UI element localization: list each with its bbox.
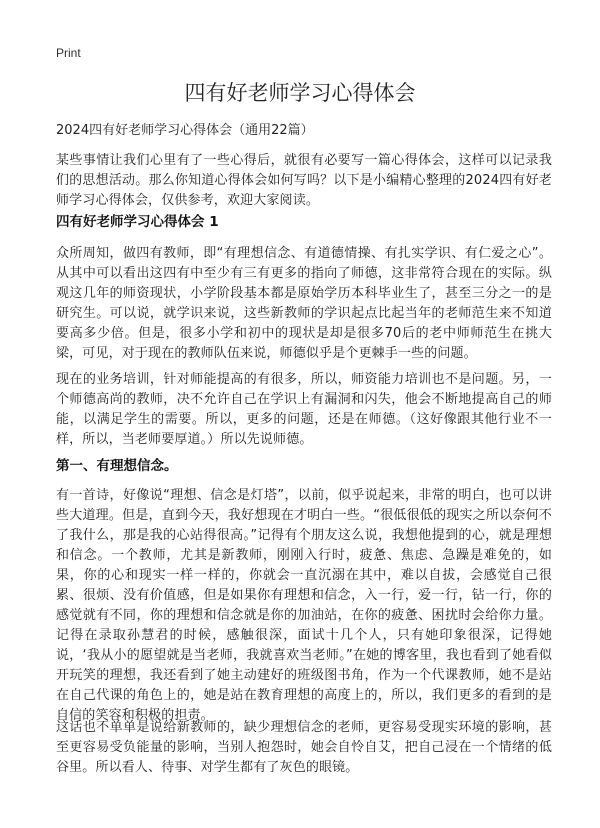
- point-heading: 第一、有理想信念。: [56, 458, 178, 474]
- intro-paragraph: 某些事情让我们心里有了一些心得后，就很有必要写一篇心得体会，这样可以记录我们的思想活动。那么你知道心得体会如何写吗？以下是小编精心整理的2024四有好老师学习心得体会，仅供参考，欢迎大家阅读。: [56, 153, 552, 208]
- body-paragraph: 有一首诗，好像说“理想、信念是灯塔”，以前，似乎说起来，非常的明白，也可以讲些大道理。但是，直到今天，我好想现在才明白一些。“很低很低的现实之所以奈何不了我什么，那是我的心站得很高。”记得有个朋友这么说，我想他提到的心，就是理想和信念。一个教师，尤其是新教师，刚刚入行时，疲惫、焦虑、急躁是难免的，如果，你的心和现实一样一样的，你就会一直沉溺在其中，难以自拔，会感觉自己很累、很烦、没有价值感，但是如果你有理想和信念，入一行，爱一行，钻一行，你的感觉就有不同，你的理想和信念就是你的加油站，在你的疲惫、困扰时会给你力量。记得在录取孙慧君的时候，感触很深，面试十几个人，只有她印象很深，记得她说，‘我从小的愿望就是当老师，我就喜欢当老师。”在她的博客里，我也看到了她看似开玩笑的理想，我还看到了她主动建好的班级图书角，作为一个代课教师，她不是站在自己代课的角色上的，她是站在教育理想的高度上的，所以，我们更多的看到的是自信的笑容和积极的担责。: [56, 488, 552, 723]
- section-heading: 四有好老师学习心得体会 1: [56, 214, 219, 230]
- body-paragraph: 众所周知，做四有教师，即“有理想信念、有道德情操、有扎实学识、有仁爱之心”。从其中可以看出这四有中至少有三有更多的指向了师德，这非常符合现在的实际。纵观这几年的师资现状，小学阶段基本都是原始学历本科毕业生了，甚至三分之一的是研究生。可以说，就学识来说，这些新教师的学识起点比起当年的老师范生来不知道要高多少倍。但是，很多小学和初中的现状是却是很多70后的老中师师范生在挑大梁，可见，对于现在的教师队伍来说，师德似乎是个更棘手一些的问题。: [56, 246, 552, 361]
- document-subtitle: 2024四有好老师学习心得体会（通用22篇）: [56, 123, 314, 138]
- body-paragraph: 现在的业务培训，针对师能提高的有很多，所以，师资能力培训也不是问题。另，一个师德高尚的教师，决不允许自己在学识上有漏洞和闪失，他会不断地提高自己的师能，以满足学生的需要。所以，更多的问题，还是在师德。（这好像跟其他行业不一样，所以，当老师要厚道。）所以先说师德。: [56, 372, 552, 447]
- body-paragraph: 这话也不单单是说给新教师的，缺少理想信念的老师，更容易受现实环境的影响，甚至更容易受负能量的影响，当别人抱怨时，她会自怜自艾，把自己浸在一个情绪的低谷里。所以看人、待事、对学生都有了灰色的眼镜。: [56, 720, 552, 775]
- print-link[interactable]: Print: [56, 46, 81, 60]
- document-title: 四有好老师学习心得体会: [184, 81, 416, 105]
